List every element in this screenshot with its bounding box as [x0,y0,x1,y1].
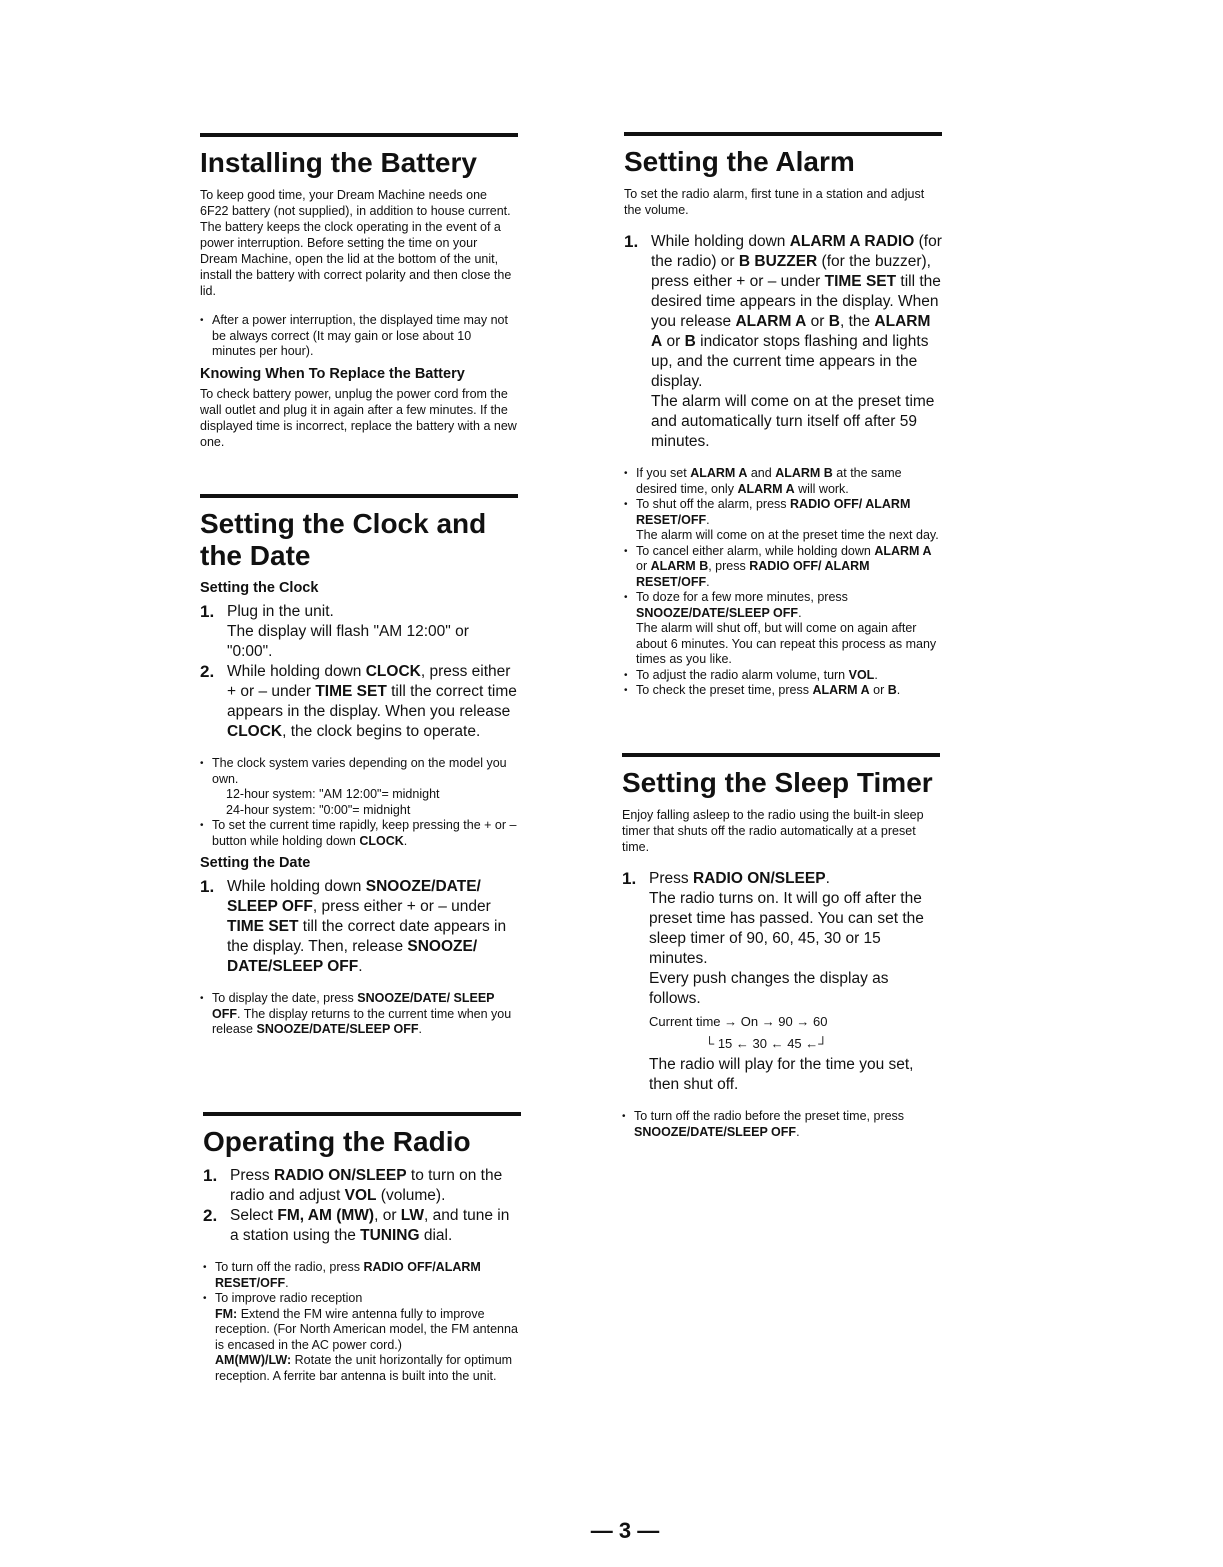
step-text: till the correct time appears in the display. When you release [227,683,517,720]
key-label: ALARM B [775,466,833,480]
replace-battery-text: To check battery power, unplug the power cord from the wall outlet and plug it in again after a few minutes. If the displayed time is incorrect, replace the battery with a new one. [200,386,517,449]
step-item [622,869,940,1095]
note-item [203,1260,521,1291]
steps-list [200,877,518,977]
key-label: ALARM A [874,543,932,558]
key-label: SNOOZE/DATE/SLEEP OFF [634,1124,797,1139]
note-text: To display the date, press [212,991,358,1005]
note-text: 24-hour system: "0:00"= midnight [226,802,411,817]
note-item [624,683,942,699]
note-text: To doze for a few more minutes, press [636,590,848,604]
step-number: 1. [622,869,637,888]
sequence-row: └ 15 ← 30 ← 45 ←┘ [705,1036,828,1051]
section-rule [200,494,518,498]
note-item [624,590,942,668]
note-text: The alarm will come on at the preset time the next day. [636,528,939,542]
note-text: To shut off the alarm, press [636,497,791,511]
key-label: SNOOZE/DATE/SLEEP OFF [256,1022,419,1036]
step-number: 2. [200,662,215,681]
notes-list [200,756,518,849]
key-label: ALARM A [735,313,807,330]
notes-list [622,1109,940,1140]
step-text: Plug in the unit. [227,603,334,620]
step-text: (volume). [376,1187,446,1204]
key-label: RADIO OFF/ ALARM RESET/OFF [636,559,870,589]
note-text: . The display returns to the current time when you release [212,1006,512,1036]
step-text: to turn on the radio and adjust [230,1167,503,1204]
note-text: To turn off the radio before the preset time, press [634,1109,905,1123]
notes-list [200,991,518,1038]
key-label: B BUZZER [738,253,818,270]
section-title: Setting the Alarm [624,146,855,177]
note-text: or [636,559,651,573]
step-number: 1. [624,232,639,251]
steps-list [203,1166,521,1246]
key-label: SNOOZE/DATE/ SLEEP OFF [212,991,495,1021]
key-label: ALARM A [737,481,795,496]
step-text: Every push changes the display as follows. [649,970,889,1007]
step-number: 2. [203,1206,218,1225]
note-text: To set the current time rapidly, keep pressing the + or – button while holding down [212,818,517,848]
step-item [200,877,518,977]
step-text: , or [374,1207,401,1224]
steps-list [624,232,942,452]
step-text: The alarm will come on at the preset time and automatically turn itself off after 59 minutes. [651,393,935,450]
section-title: Installing the Battery [200,147,477,178]
note-item [200,991,518,1038]
note-text: . [706,574,710,589]
note-text: will work. [794,481,849,496]
key-label: TIME SET [824,273,897,290]
note-text: Rotate the unit horizontally for optimum reception. A ferrite bar antenna is built into the unit. [215,1353,513,1383]
step-text: Press [230,1167,274,1184]
subheading-setting-date: Setting the Date [200,855,311,871]
note-text: . [285,1275,289,1290]
key-label: B [828,313,840,330]
step-text: , the [839,313,875,330]
step-text: Press [649,870,693,887]
note-item [200,756,518,818]
key-label: TIME SET [227,918,299,935]
step-text: dial. [419,1227,453,1244]
step-item [200,602,518,662]
step-text: till the correct date appears in the display. Then, release [227,918,507,955]
step-text: , press either + or – under [312,898,491,915]
steps-list [622,869,940,1095]
section-intro: Enjoy falling asleep to the radio using the built-in sleep timer that shuts off the radio automatically at a preset time. [622,808,924,854]
key-label: TUNING [360,1227,420,1244]
step-text: indicator stops flashing and lights up, and the current time appears in the display. [651,333,929,390]
note-item [624,668,942,684]
step-text: Select [230,1207,278,1224]
key-label: ALARM A RADIO [789,233,915,250]
note-text: To check the preset time, press [636,683,813,697]
step-text: . [358,958,363,975]
note-text: or [869,683,888,697]
note-text: . [418,1022,423,1036]
note-item: • After a power interruption, the displayed time may not be always correct (It may gain or lose about 10 minutes per hour). [200,313,518,360]
note-text: To turn off the radio, press [215,1260,364,1274]
step-text: The radio turns on. It will go off after the preset time has passed. You can set the sleep timer of 90, 60, 45, 30 or 15 minutes. [649,890,924,967]
note-text: Extend the FM wire antenna fully to improve reception. (For North American model, the FM antenna is encased in the AC power cord.) [215,1306,518,1352]
step-item [203,1206,521,1246]
key-label: B [887,683,897,697]
note-text: . [403,833,408,848]
note-text: If you set [636,466,691,480]
key-label: RADIO ON/SLEEP [273,1167,407,1184]
section-intro: To keep good time, your Dream Machine needs one 6F22 battery (not supplied), in addition to house current. The battery keeps the clock operating in the event of a power interruption. Before setting the time on your Dream Machine, open the lid at the bottom of the unit, install the battery with correct polarity and then close the lid. [200,188,512,298]
note-text: at the same desired time, only [636,466,902,496]
note-text: . [706,512,710,527]
note-text: and [747,466,776,480]
step-item [203,1166,521,1206]
section-clock-date [200,494,518,1038]
notes-list [624,466,942,699]
section-setting-alarm [624,132,942,699]
section-rule [203,1112,521,1116]
note-item [624,544,942,591]
sleep-sequence-diagram [649,1011,940,1055]
key-label: RADIO OFF/ALARM RESET/OFF [215,1260,481,1290]
note-text: To cancel either alarm, while holding down [636,543,875,558]
note-text: The alarm will shut off, but will come on again after about 6 minutes. You can repeat this process as many times as you like. [636,621,937,666]
note-text: , press [708,559,750,573]
subheading-setting-clock: Setting the Clock [200,580,319,596]
note-text: To improve radio reception [215,1291,363,1305]
note-text: 12-hour system: "AM 12:00"= midnight [226,787,440,801]
step-text: , the clock begins to operate. [282,723,481,740]
step-text: The display will flash "AM 12:00" or "0:00". [227,623,469,660]
step-number: 1. [200,602,215,621]
section-rule [200,133,518,137]
note-text: . [796,1124,800,1139]
section-rule [624,132,942,136]
key-label: FM: [215,1306,238,1321]
step-text: While holding down [651,233,790,250]
key-label: B [684,333,696,350]
step-text: or [662,333,685,350]
step-number: 1. [200,877,215,896]
step-text: While holding down [227,663,366,680]
step-number: 1. [203,1166,218,1185]
key-label: ALARM B [650,559,709,573]
section-title: Setting the Clock and the Date [200,508,487,571]
step-text: . [825,870,830,887]
note-item [622,1109,940,1140]
key-label: ALARM A [812,683,870,697]
note-text: . [798,605,802,620]
note-text: . [874,667,878,682]
page-number: — 3 — [590,1518,660,1543]
section-installing-battery [200,133,518,450]
key-label: RADIO OFF/ ALARM RESET/OFF [636,497,911,527]
step-text: While holding down [227,878,366,895]
section-sleep-timer [622,753,940,1140]
key-label: CLOCK [359,833,404,848]
step-text: (for the buzzer), press either + or – under [651,253,931,290]
key-label: ALARM A [651,313,931,350]
subheading-replace-battery: Knowing When To Replace the Battery [200,365,465,382]
note-item [624,466,942,497]
section-rule [622,753,940,757]
notes-list [203,1260,521,1384]
key-label: LW [400,1207,425,1224]
step-text: , and tune in a station using the [230,1207,510,1244]
note-item [203,1291,521,1384]
notes-list [200,313,518,360]
step-text: , press either + or – under [227,663,511,700]
step-text: till the desired time appears in the display. When you release [651,273,941,330]
note-text: The clock system varies depending on the model you own. [212,756,507,786]
note-item [200,818,518,849]
key-label: FM, AM (MW) [277,1207,375,1224]
note-text: . [896,683,901,697]
key-label: TIME SET [315,683,387,700]
step-item [200,662,518,742]
key-label: SNOOZE/DATE/SLEEP OFF [636,605,799,620]
note-item [624,497,942,544]
section-operating-radio [203,1112,521,1384]
key-label: AM(MW)/LW: [215,1353,292,1367]
key-label: SNOOZE/DATE/ SLEEP OFF [227,878,481,915]
section-title: Setting the Sleep Timer [622,767,933,798]
step-text: The radio will play for the time you set, then shut off. [649,1056,914,1093]
key-label: CLOCK [365,663,421,680]
section-title: Operating the Radio [203,1126,471,1157]
section-intro: To set the radio alarm, first tune in a station and adjust the volume. [624,187,925,217]
key-label: RADIO ON/SLEEP [692,870,826,887]
key-label: ALARM A [690,466,748,480]
step-item [624,232,942,452]
sequence-row: Current time → On → 90 → 60 [649,1014,828,1029]
key-label: CLOCK [227,723,283,740]
key-label: VOL [344,1187,377,1204]
key-label: SNOOZE/ DATE/SLEEP OFF [227,938,478,975]
key-label: VOL [848,667,875,682]
step-text: (for the radio) or [651,233,942,270]
note-text: To adjust the radio alarm volume, turn [636,667,849,682]
step-text: or [806,313,829,330]
steps-list [200,602,518,742]
